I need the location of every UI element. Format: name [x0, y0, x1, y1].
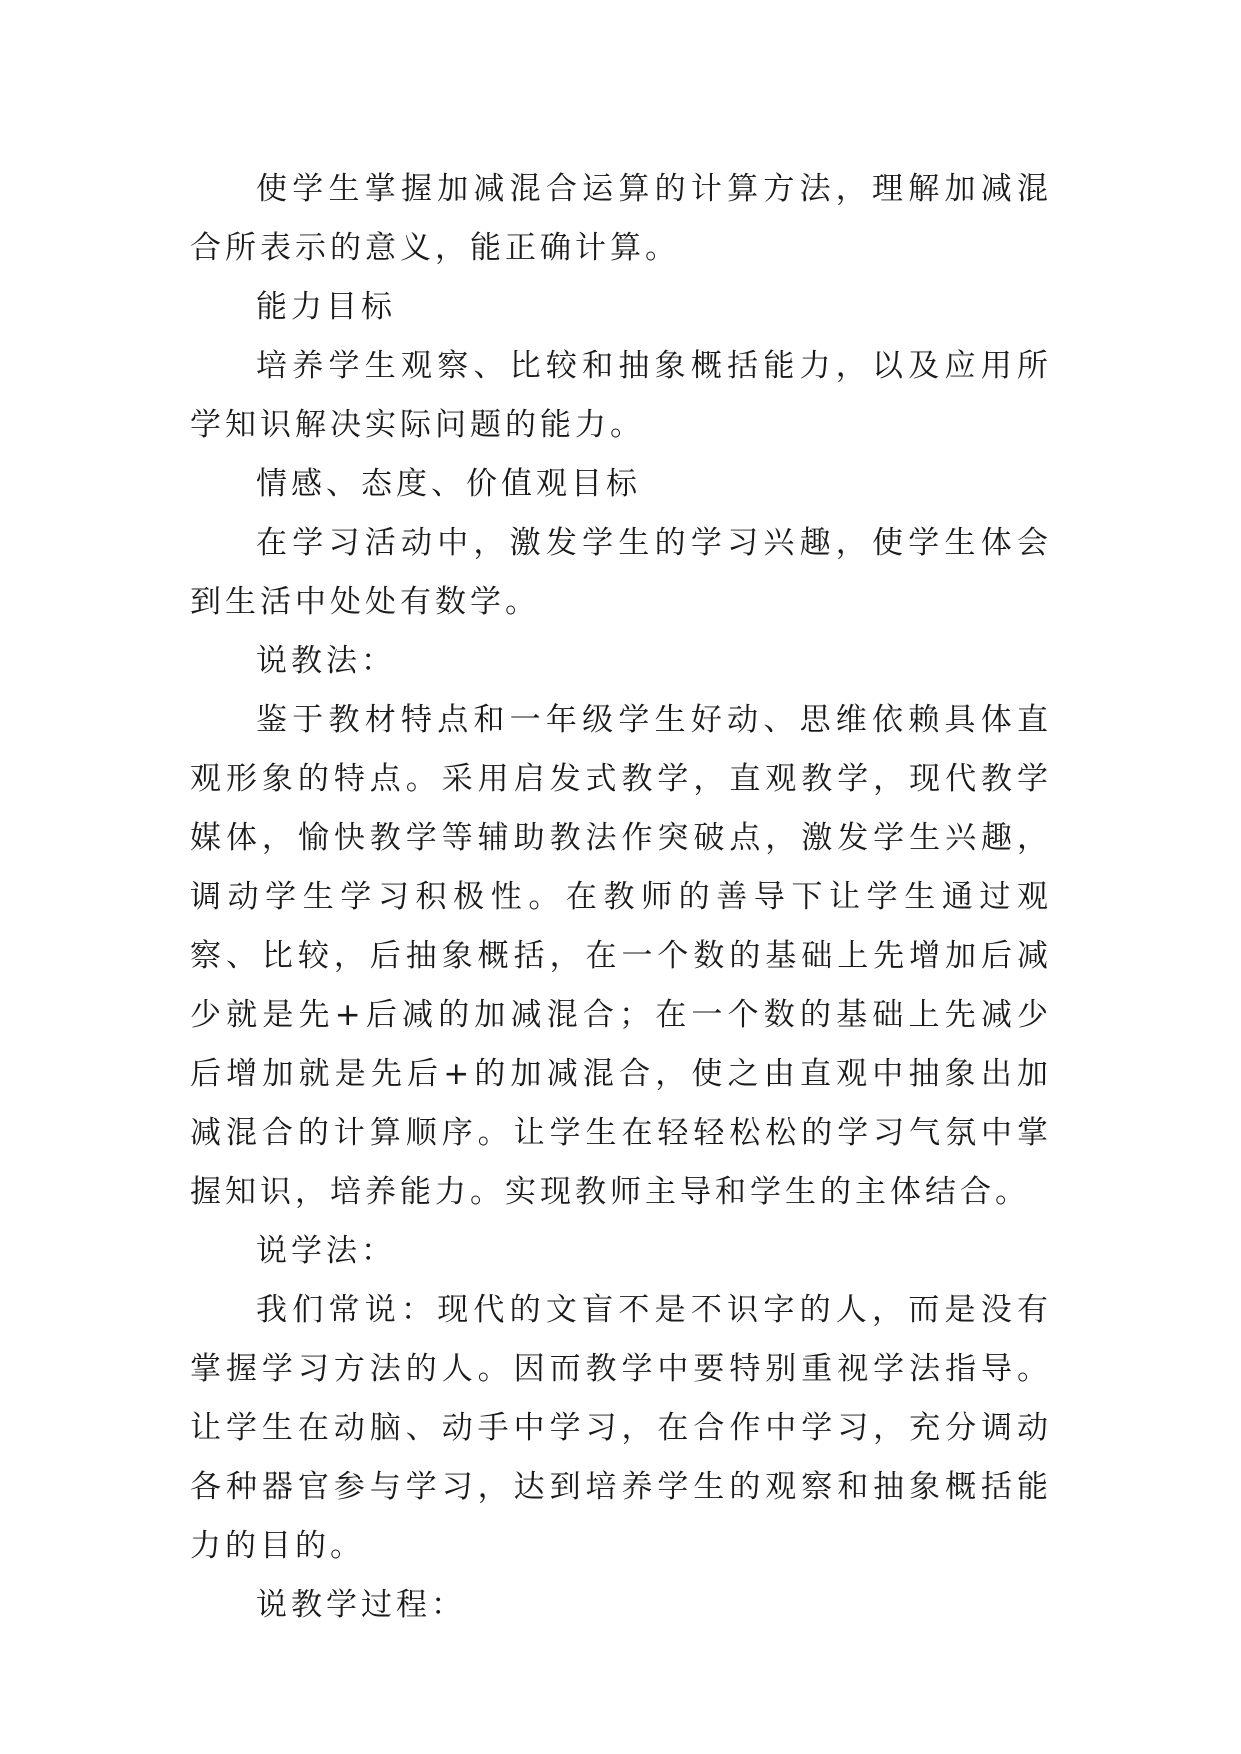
paragraph-knowledge-goal: 使学生掌握加减混合运算的计算方法，理解加减混合所表示的意义，能正确计算。 [190, 171, 1052, 266]
heading-teaching-process: 说教学过程： [256, 1587, 466, 1623]
heading-emotion-goal: 情感、态度、价值观目标 [256, 466, 641, 502]
paragraph-emotion-goal: 在学习活动中，激发学生的学习兴趣，使学生体会到生活中处处有数学。 [190, 525, 1052, 620]
heading-ability-goal: 能力目标 [256, 289, 396, 325]
paragraph-ability-goal: 培养学生观察、比较和抽象概括能力，以及应用所学知识解决实际问题的能力。 [190, 348, 1052, 443]
paragraph-teaching-method: 鉴于教材特点和一年级学生好动、思维依赖具体直观形象的特点。采用启发式教学，直观教学，现代教学媒体，愉快教学等辅助教法作突破点，激发学生兴趣，调动学生学习积极性。在教师的善导下让学生通过观察、比较，后抽象概括，在一个数的基础上先增加后减少就是先+后减的加减混合；在一个数的基础上先减少后增加就是先后+的加减混合，使之由直观中抽象出加减混合的计算顺序。让学生在轻轻松松的学习气氛中掌握知识，培养能力。实现教师主导和学生的主体结合。 [190, 702, 1052, 1210]
heading-learning-method: 说学法： [256, 1233, 396, 1269]
document-body [190, 160, 1052, 1635]
paragraph-learning-method: 我们常说：现代的文盲不是不识字的人，而是没有掌握学习方法的人。因而教学中要特别重视学法指导。让学生在动脑、动手中学习，在合作中学习，充分调动各种器官参与学习，达到培养学生的观察和抽象概括能力的目的。 [190, 1292, 1052, 1564]
heading-teaching-method: 说教法： [256, 643, 396, 679]
